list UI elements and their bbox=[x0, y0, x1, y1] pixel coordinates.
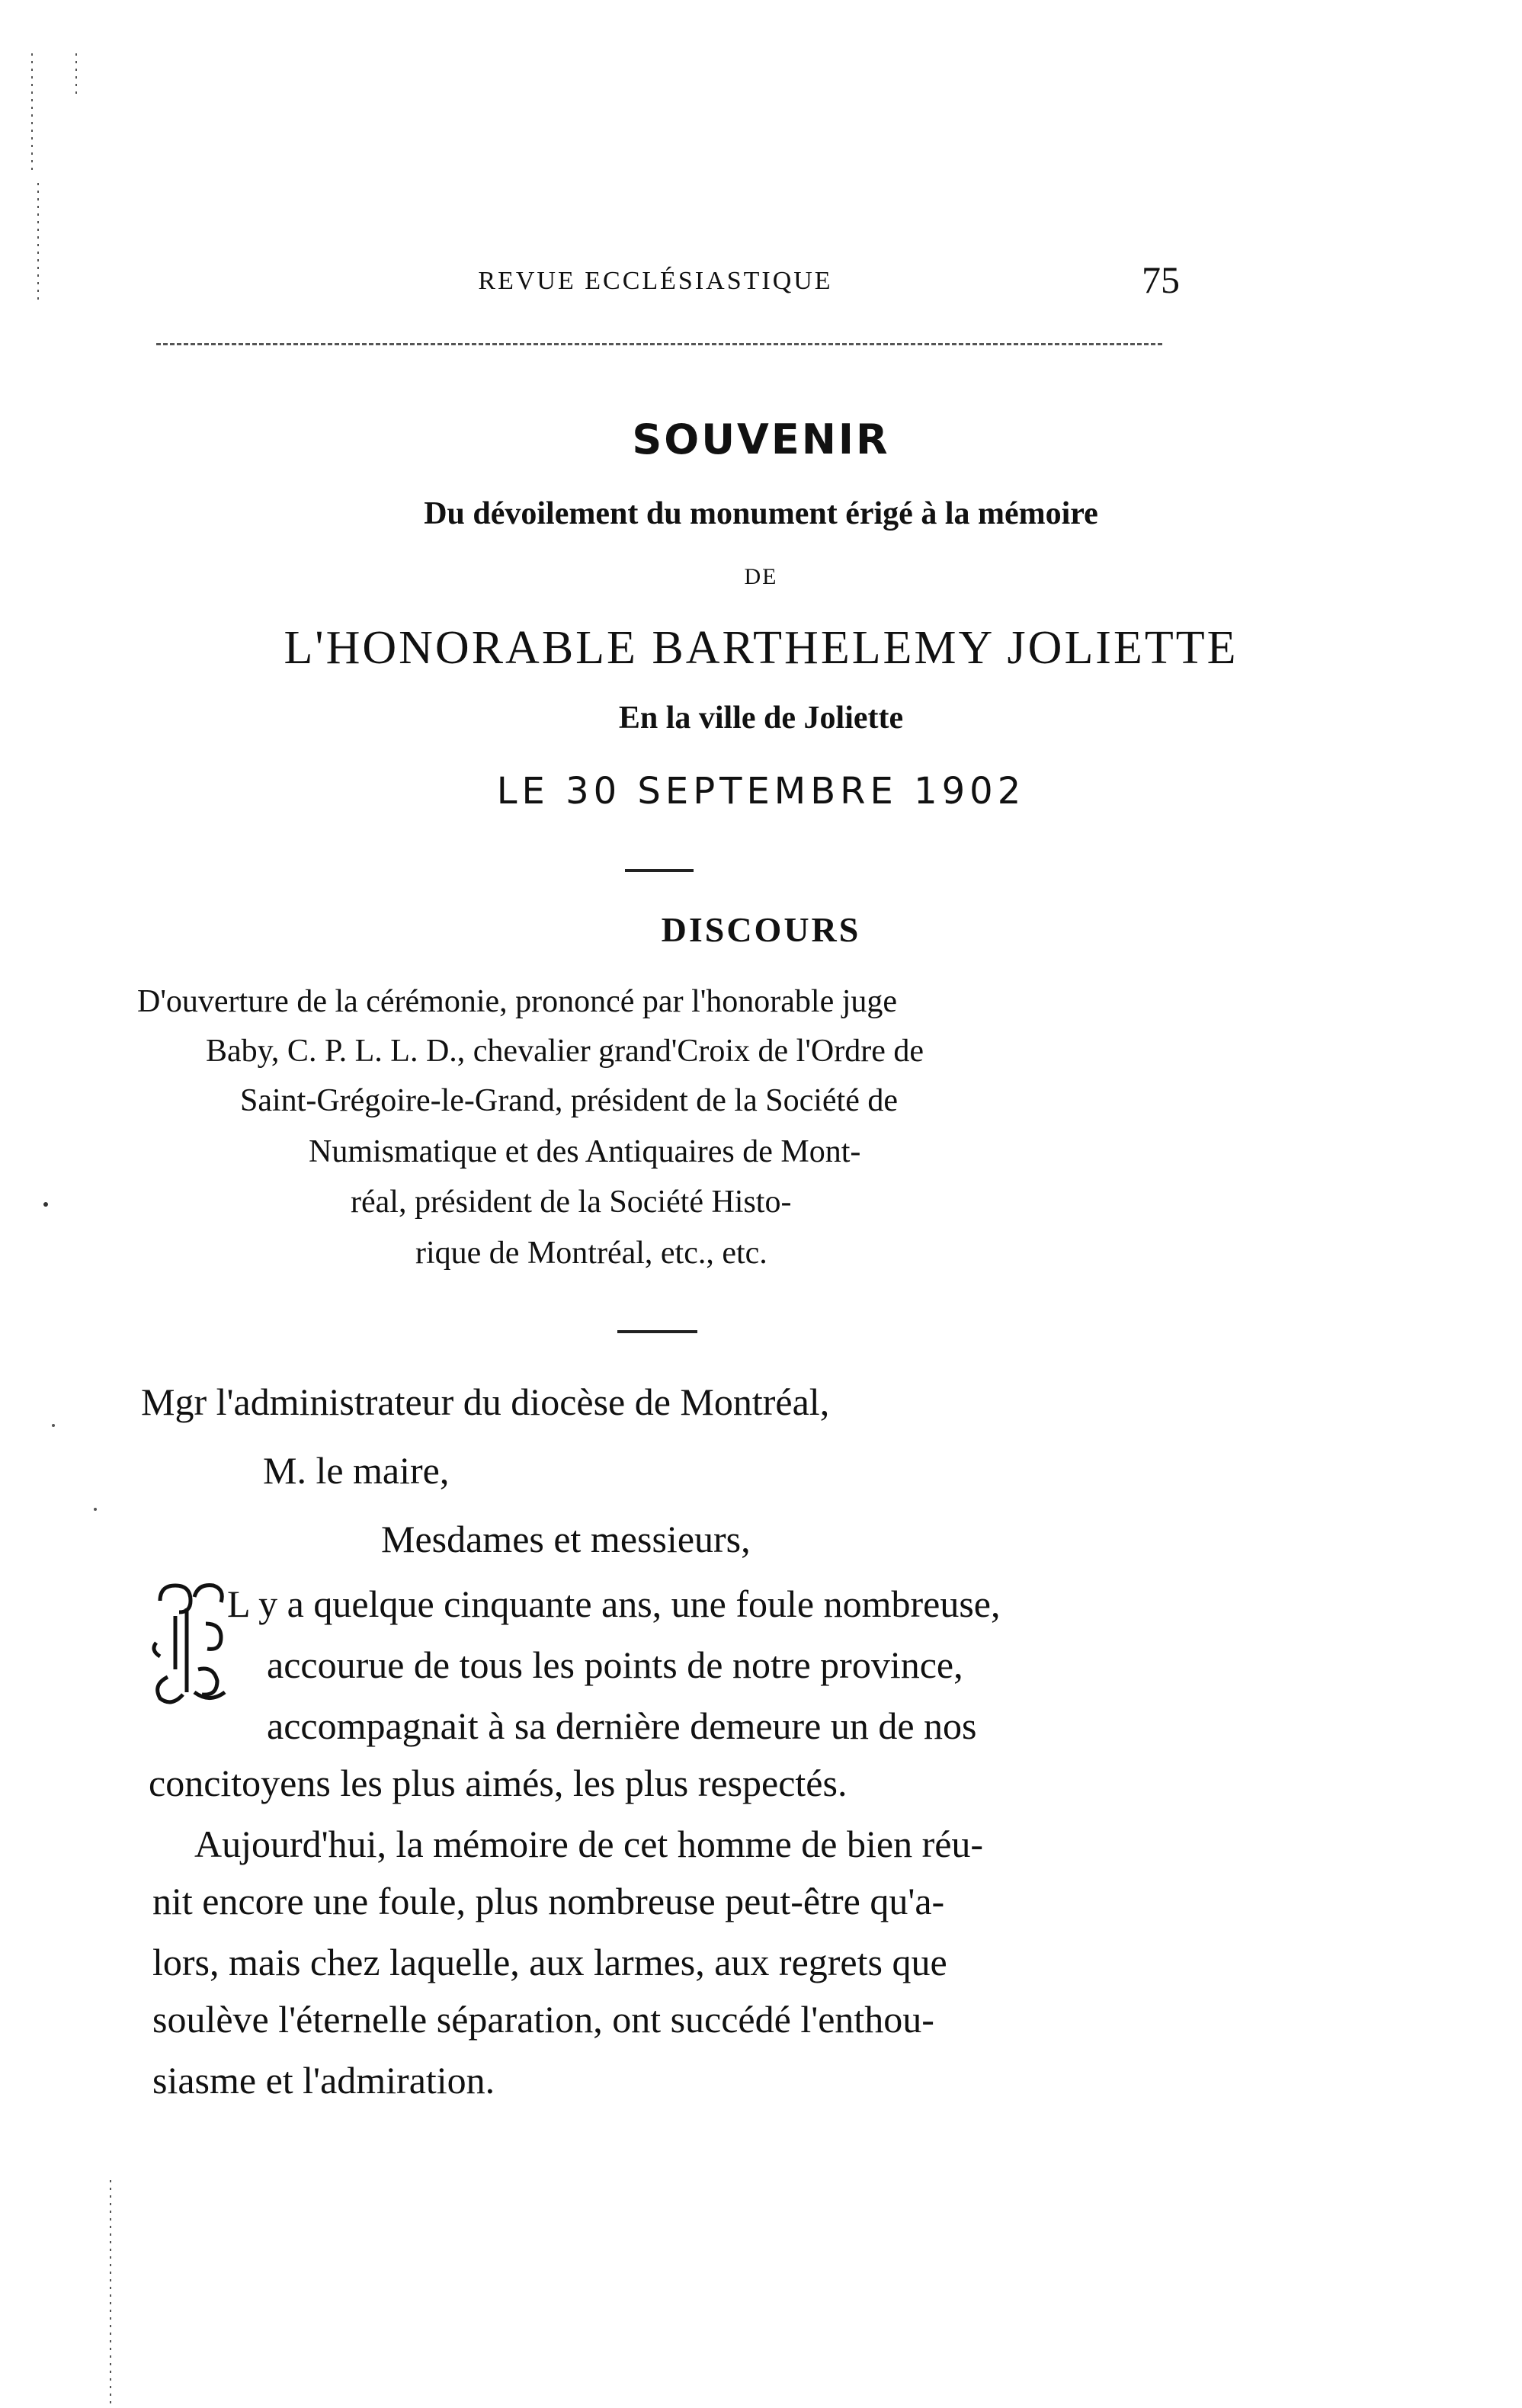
paragraph2-line: nit encore une foule, plus nombreuse peut-être qu'a- bbox=[152, 1880, 945, 1922]
scan-margin-marks bbox=[0, 0, 130, 2408]
discours-description-line: Numismatique et des Antiquaires de Mont- bbox=[309, 1134, 861, 1169]
paragraph2-line: lors, mais chez laquelle, aux larmes, aux regrets que bbox=[152, 1941, 947, 1983]
paragraph1-line: concitoyens les plus aimés, les plus respectés. bbox=[149, 1762, 848, 1804]
discours-description-line: D'ouverture de la cérémonie, prononcé par l'honorable juge bbox=[137, 984, 898, 1019]
address-line-administrator: Mgr l'administrateur du diocèse de Montréal, bbox=[141, 1380, 830, 1423]
paragraph2-line: soulève l'éternelle séparation, ont succédé l'enthou- bbox=[152, 1998, 934, 2041]
ornamental-drop-cap bbox=[145, 1578, 236, 1707]
discours-description-line: rique de Montréal, etc., etc. bbox=[415, 1236, 767, 1271]
address-line-audience: Mesdames et messieurs, bbox=[381, 1518, 751, 1560]
title-subtitle: Du dévoilement du monument érigé à la mémoire bbox=[424, 496, 1098, 531]
discours-heading: DISCOURS bbox=[661, 910, 861, 949]
title-de: DE bbox=[744, 564, 778, 589]
section-divider bbox=[617, 1330, 697, 1333]
header-divider bbox=[156, 343, 1162, 345]
paragraph1-line: accourue de tous les points de notre province, bbox=[267, 1643, 963, 1686]
discours-description-line: réal, président de la Société Histo- bbox=[351, 1185, 792, 1220]
paragraph2-line: Aujourd'hui, la mémoire de cet homme de bien réu- bbox=[194, 1823, 984, 1865]
discours-description-line: Saint-Grégoire-le-Grand, président de la Société de bbox=[240, 1083, 898, 1118]
title-souvenir: SOUVENIR bbox=[632, 415, 890, 463]
title-date: LE 30 SEPTEMBRE 1902 bbox=[496, 770, 1026, 813]
page-number: 75 bbox=[1142, 258, 1180, 301]
section-divider bbox=[625, 869, 694, 872]
running-header-title: REVUE ECCLÉSIASTIQUE bbox=[478, 267, 833, 295]
paragraph1-line: L y a quelque cinquante ans, une foule nombreuse, bbox=[227, 1582, 1001, 1625]
paragraph1-line: accompagnait à sa dernière demeure un de nos bbox=[267, 1704, 977, 1747]
title-place: En la ville de Joliette bbox=[618, 701, 904, 736]
title-honoree: L'HONORABLE BARTHELEMY JOLIETTE bbox=[284, 622, 1238, 674]
discours-description-line: Baby, C. P. L. L. D., chevalier grand'Croix de l'Ordre de bbox=[206, 1034, 924, 1069]
address-line-mayor: M. le maire, bbox=[263, 1449, 450, 1492]
paragraph2-line: siasme et l'admiration. bbox=[152, 2059, 495, 2102]
